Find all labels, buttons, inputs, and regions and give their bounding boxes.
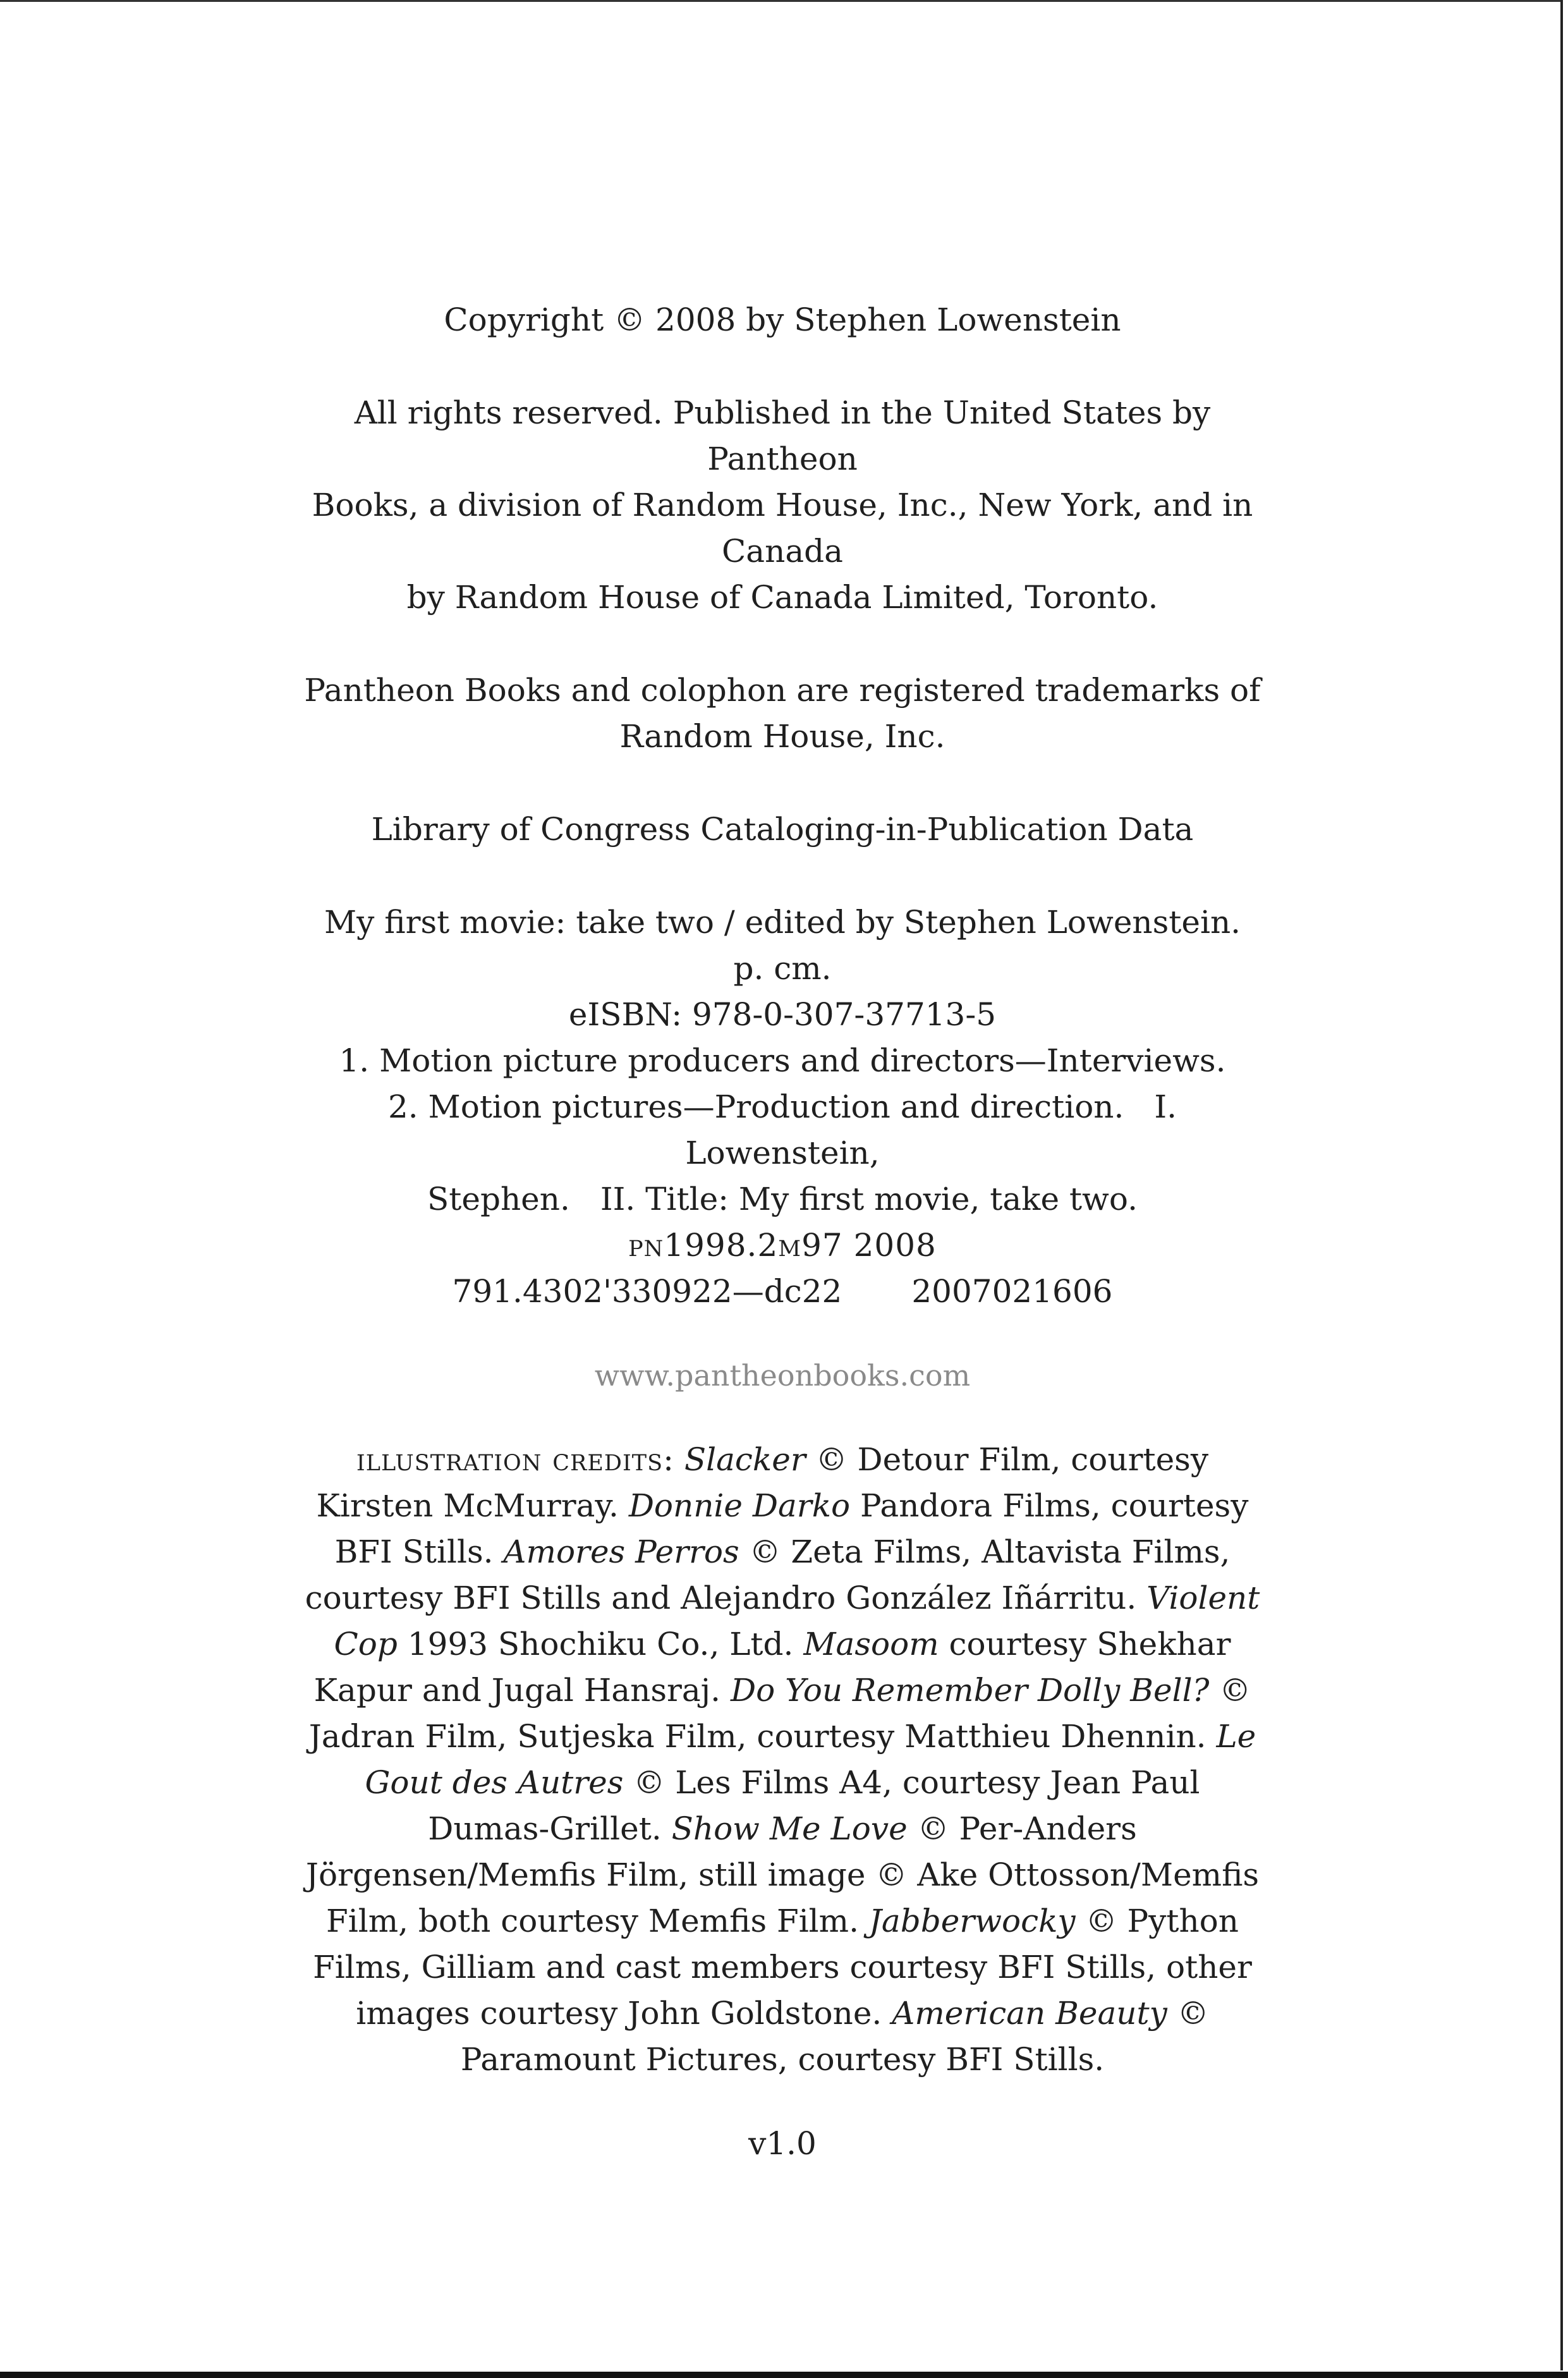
rights-paragraph: [303, 390, 1261, 621]
credit-text: © Detour Film, courtesy Kirsten McMurray.: [316, 1441, 1209, 1524]
credit-text: courtesy Shekhar Kapur and Jugal Hansraj.: [313, 1626, 1231, 1709]
credit-film-title: Do You Remember Dolly Bell?: [730, 1672, 1210, 1709]
credit-text: © Paramount Pictures, courtesy BFI Stills.: [460, 1995, 1209, 2078]
trademark-line: Pantheon Books and colophon are registered trademarks of: [304, 672, 1261, 709]
credit-text: © Zeta Films, Altavista Films, courtesy BFI Stills and Alejandro González Iñárritu.: [305, 1534, 1231, 1616]
rights-line: All rights reserved. Published in the United States by Pantheon: [354, 394, 1211, 477]
credits-label: illustration credits:: [356, 1441, 674, 1478]
cip-subject-2a: 2. Motion pictures—Production and direction.: [387, 1088, 1124, 1125]
cip-subject-1: 1. Motion picture producers and directors—Interviews.: [339, 1042, 1226, 1079]
copyright-line: Copyright © 2008 by Stephen Lowenstein: [444, 302, 1121, 338]
trademark-line: Random House, Inc.: [619, 718, 945, 755]
credit-film-title: Slacker: [684, 1441, 806, 1478]
cip-record: [303, 899, 1261, 1315]
cip-subject-3a: Stephen.: [427, 1181, 570, 1217]
cip-eisbn: eISBN: 978-0-307-37713-5: [568, 996, 997, 1033]
cip-subject-2b: I. Lowenstein,: [685, 1088, 1177, 1171]
version-label: v1.0: [748, 2125, 817, 2162]
credit-text: 1993 Shochiku Co., Ltd.: [397, 1626, 804, 1662]
cip-heading: Library of Congress Cataloging-in-Publication Data: [371, 811, 1194, 848]
cip-dewey: 791.4302'330922—dc22: [452, 1273, 842, 1310]
credit-text: Pandora Films, courtesy BFI Stills.: [334, 1487, 1249, 1570]
credit-text: © Per-Anders Jörgensen/Memfis Film, still image © Ake Ottosson/Memfis Film, both courtesy Memfis Film.: [305, 1810, 1260, 1939]
credit-film-title: Donnie Darko: [628, 1487, 851, 1524]
cip-dewey-line: [303, 1269, 1261, 1315]
credit-film-title: Show Me Love: [671, 1810, 908, 1847]
cip-pcm: p. cm.: [733, 950, 832, 987]
credit-film-title: Amores Perros: [503, 1534, 739, 1570]
credit-film-title: Violent Cop: [334, 1580, 1260, 1662]
credits-body: [305, 1441, 1260, 2078]
cip-subject-2: [303, 1084, 1261, 1176]
frame-bottom-line: [0, 2372, 1568, 2378]
cip-lccn: 2007021606: [911, 1273, 1113, 1310]
credit-film-title: Masoom: [803, 1626, 939, 1662]
cip-lc-class: pn1998.2m97 2008: [628, 1227, 937, 1264]
rights-line: Books, a division of Random House, Inc., New York, and in Canada: [312, 487, 1253, 570]
illustration-credits: [303, 1437, 1261, 2083]
credit-film-title: American Beauty: [892, 1995, 1167, 2032]
rights-line: by Random House of Canada Limited, Toronto.: [406, 579, 1158, 616]
credit-film-title: Le Gout des Autres: [365, 1718, 1256, 1801]
frame-right-line: [1560, 0, 1563, 2370]
publisher-website-link[interactable]: www.pantheonbooks.com: [594, 1358, 971, 1393]
credit-text: © Python Films, Gilliam and cast members courtesy BFI Stills, other images courtesy John Goldstone.: [313, 1903, 1252, 2032]
cip-subject-3b: II. Title: My first movie, take two.: [600, 1181, 1138, 1217]
trademark-paragraph: [303, 668, 1261, 760]
credit-text: © Les Films A4, courtesy Jean Paul Dumas-Grillet.: [428, 1764, 1200, 1847]
credit-film-title: Jabberwocky: [868, 1903, 1076, 1939]
cip-subject-3: [303, 1176, 1261, 1223]
page-content: [303, 297, 1261, 2167]
frame-top-line: [0, 0, 1561, 2]
cip-title-line: My first movie: take two / edited by Stephen Lowenstein.: [324, 904, 1241, 941]
credit-text: © Jadran Film, Sutjeska Film, courtesy Matthieu Dhennin.: [308, 1672, 1251, 1755]
